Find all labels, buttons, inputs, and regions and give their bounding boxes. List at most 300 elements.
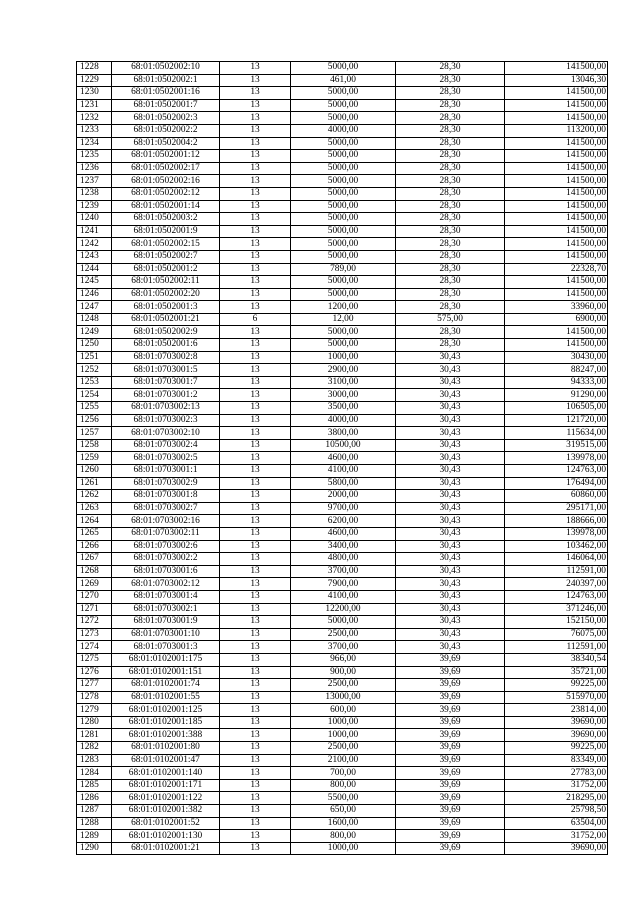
area-cell: 800,00 — [291, 779, 396, 792]
area-cell: 3100,00 — [291, 376, 396, 389]
row-number-cell: 1278 — [77, 691, 112, 704]
row-number-cell: 1270 — [77, 590, 112, 603]
row-number-cell: 1289 — [77, 830, 112, 843]
table-row — [77, 729, 608, 742]
row-number-cell: 1259 — [77, 452, 112, 465]
area-cell: 5000,00 — [291, 238, 396, 251]
row-number-cell: 1264 — [77, 515, 112, 528]
value-cell: 63504,00 — [505, 817, 608, 830]
rate-cell: 30,43 — [396, 565, 505, 578]
value-cell: 124763,00 — [505, 590, 608, 603]
rate-cell: 30,43 — [396, 641, 505, 654]
rate-cell: 39,69 — [396, 742, 505, 755]
rate-cell: 39,69 — [396, 679, 505, 692]
value-cell: 13046,30 — [505, 74, 608, 87]
value-cell: 38340,54 — [505, 653, 608, 666]
table-row — [77, 389, 608, 402]
rate-cell: 39,69 — [396, 754, 505, 767]
row-number-cell: 1258 — [77, 439, 112, 452]
area-cell: 9700,00 — [291, 502, 396, 515]
row-number-cell: 1246 — [77, 288, 112, 301]
area-cell: 5000,00 — [291, 200, 396, 213]
value-cell: 141500,00 — [505, 213, 608, 226]
category-cell: 13 — [220, 842, 291, 855]
cadastral-number-cell: 68:01:0102001:382 — [112, 805, 220, 818]
table-row — [77, 364, 608, 377]
category-cell: 13 — [220, 465, 291, 478]
value-cell: 91290,00 — [505, 389, 608, 402]
value-cell: 141500,00 — [505, 87, 608, 100]
table-row — [77, 74, 608, 87]
table-row — [77, 742, 608, 755]
area-cell: 5800,00 — [291, 477, 396, 490]
category-cell: 13 — [220, 540, 291, 553]
area-cell: 5000,00 — [291, 616, 396, 629]
row-number-cell: 1284 — [77, 767, 112, 780]
table-row — [77, 502, 608, 515]
table-row — [77, 805, 608, 818]
area-cell: 13000,00 — [291, 691, 396, 704]
category-cell: 13 — [220, 402, 291, 415]
table-row — [77, 112, 608, 125]
value-cell: 141500,00 — [505, 162, 608, 175]
rate-cell: 30,43 — [396, 490, 505, 503]
value-cell: 141500,00 — [505, 187, 608, 200]
category-cell: 13 — [220, 150, 291, 163]
category-cell: 13 — [220, 679, 291, 692]
cadastral-number-cell: 68:01:0502002:11 — [112, 276, 220, 289]
area-cell: 5000,00 — [291, 175, 396, 188]
row-number-cell: 1287 — [77, 805, 112, 818]
rate-cell: 39,69 — [396, 830, 505, 843]
cadastral-number-cell: 68:01:0102001:80 — [112, 742, 220, 755]
parcel-table-body — [77, 62, 608, 855]
area-cell: 5000,00 — [291, 225, 396, 238]
rate-cell: 30,43 — [396, 351, 505, 364]
value-cell: 176494,00 — [505, 477, 608, 490]
category-cell: 13 — [220, 603, 291, 616]
cadastral-number-cell: 68:01:0102001:21 — [112, 842, 220, 855]
cadastral-number-cell: 68:01:0703001:8 — [112, 490, 220, 503]
category-cell: 13 — [220, 389, 291, 402]
row-number-cell: 1282 — [77, 742, 112, 755]
row-number-cell: 1280 — [77, 716, 112, 729]
table-row — [77, 565, 608, 578]
cadastral-number-cell: 68:01:0703002:10 — [112, 427, 220, 440]
area-cell: 650,00 — [291, 805, 396, 818]
row-number-cell: 1283 — [77, 754, 112, 767]
rate-cell: 39,69 — [396, 779, 505, 792]
value-cell: 106505,00 — [505, 402, 608, 415]
rate-cell: 30,43 — [396, 465, 505, 478]
table-row — [77, 603, 608, 616]
value-cell: 115634,00 — [505, 427, 608, 440]
table-row — [77, 150, 608, 163]
cadastral-number-cell: 68:01:0502002:16 — [112, 175, 220, 188]
table-row — [77, 679, 608, 692]
row-number-cell: 1286 — [77, 792, 112, 805]
value-cell: 103462,00 — [505, 540, 608, 553]
area-cell: 1600,00 — [291, 817, 396, 830]
rate-cell: 30,43 — [396, 402, 505, 415]
value-cell: 30430,00 — [505, 351, 608, 364]
rate-cell: 30,43 — [396, 603, 505, 616]
rate-cell: 30,43 — [396, 477, 505, 490]
area-cell: 1000,00 — [291, 716, 396, 729]
cadastral-number-cell: 68:01:0703002:8 — [112, 351, 220, 364]
table-row — [77, 276, 608, 289]
value-cell: 35721,00 — [505, 666, 608, 679]
table-row — [77, 477, 608, 490]
category-cell: 13 — [220, 276, 291, 289]
value-cell: 39690,00 — [505, 842, 608, 855]
area-cell: 461,00 — [291, 74, 396, 87]
area-cell: 5000,00 — [291, 326, 396, 339]
area-cell: 789,00 — [291, 263, 396, 276]
value-cell: 76075,00 — [505, 628, 608, 641]
category-cell: 13 — [220, 553, 291, 566]
value-cell: 141500,00 — [505, 288, 608, 301]
cadastral-number-cell: 68:01:0703002:9 — [112, 477, 220, 490]
category-cell: 13 — [220, 691, 291, 704]
category-cell: 13 — [220, 590, 291, 603]
row-number-cell: 1277 — [77, 679, 112, 692]
area-cell: 3000,00 — [291, 389, 396, 402]
rate-cell: 28,30 — [396, 339, 505, 352]
category-cell: 13 — [220, 729, 291, 742]
table-row — [77, 187, 608, 200]
row-number-cell: 1251 — [77, 351, 112, 364]
area-cell: 10500,00 — [291, 439, 396, 452]
cadastral-number-cell: 68:01:0703001:7 — [112, 376, 220, 389]
value-cell: 113200,00 — [505, 124, 608, 137]
category-cell: 13 — [220, 439, 291, 452]
row-number-cell: 1249 — [77, 326, 112, 339]
category-cell: 13 — [220, 364, 291, 377]
table-row — [77, 653, 608, 666]
row-number-cell: 1228 — [77, 62, 112, 75]
rate-cell: 28,30 — [396, 175, 505, 188]
area-cell: 4000,00 — [291, 414, 396, 427]
table-row — [77, 376, 608, 389]
rate-cell: 28,30 — [396, 200, 505, 213]
table-row — [77, 641, 608, 654]
row-number-cell: 1262 — [77, 490, 112, 503]
area-cell: 12,00 — [291, 313, 396, 326]
category-cell: 13 — [220, 477, 291, 490]
area-cell: 800,00 — [291, 830, 396, 843]
rate-cell: 28,30 — [396, 276, 505, 289]
rate-cell: 39,69 — [396, 653, 505, 666]
value-cell: 83349,00 — [505, 754, 608, 767]
value-cell: 60860,00 — [505, 490, 608, 503]
table-row — [77, 628, 608, 641]
row-number-cell: 1253 — [77, 376, 112, 389]
table-row — [77, 326, 608, 339]
category-cell: 13 — [220, 779, 291, 792]
rate-cell: 28,30 — [396, 74, 505, 87]
cadastral-number-cell: 68:01:0502001:21 — [112, 313, 220, 326]
value-cell: 6900,00 — [505, 313, 608, 326]
cadastral-number-cell: 68:01:0102001:122 — [112, 792, 220, 805]
area-cell: 600,00 — [291, 704, 396, 717]
value-cell: 141500,00 — [505, 175, 608, 188]
category-cell: 13 — [220, 62, 291, 75]
category-cell: 13 — [220, 187, 291, 200]
value-cell: 141500,00 — [505, 225, 608, 238]
rate-cell: 39,69 — [396, 729, 505, 742]
parcel-table — [76, 61, 608, 855]
cadastral-number-cell: 68:01:0102001:185 — [112, 716, 220, 729]
value-cell: 152150,00 — [505, 616, 608, 629]
category-cell: 13 — [220, 87, 291, 100]
value-cell: 23814,00 — [505, 704, 608, 717]
table-row — [77, 527, 608, 540]
area-cell: 4000,00 — [291, 124, 396, 137]
cadastral-number-cell: 68:01:0502002:7 — [112, 250, 220, 263]
category-cell: 13 — [220, 351, 291, 364]
category-cell: 13 — [220, 175, 291, 188]
row-number-cell: 1281 — [77, 729, 112, 742]
table-row — [77, 691, 608, 704]
row-number-cell: 1288 — [77, 817, 112, 830]
row-number-cell: 1290 — [77, 842, 112, 855]
category-cell: 13 — [220, 99, 291, 112]
cadastral-number-cell: 68:01:0502002:9 — [112, 326, 220, 339]
rate-cell: 30,43 — [396, 452, 505, 465]
rate-cell: 30,43 — [396, 628, 505, 641]
row-number-cell: 1274 — [77, 641, 112, 654]
area-cell: 5000,00 — [291, 162, 396, 175]
area-cell: 5000,00 — [291, 187, 396, 200]
rate-cell: 28,30 — [396, 87, 505, 100]
cadastral-number-cell: 68:01:0102001:140 — [112, 767, 220, 780]
cadastral-number-cell: 68:01:0102001:47 — [112, 754, 220, 767]
row-number-cell: 1235 — [77, 150, 112, 163]
row-number-cell: 1229 — [77, 74, 112, 87]
category-cell: 13 — [220, 767, 291, 780]
value-cell: 139978,00 — [505, 452, 608, 465]
cadastral-number-cell: 68:01:0502002:15 — [112, 238, 220, 251]
area-cell: 5000,00 — [291, 213, 396, 226]
cadastral-number-cell: 68:01:0703001:3 — [112, 641, 220, 654]
table-row — [77, 301, 608, 314]
cadastral-number-cell: 68:01:0502002:17 — [112, 162, 220, 175]
row-number-cell: 1250 — [77, 339, 112, 352]
category-cell: 13 — [220, 112, 291, 125]
cadastral-number-cell: 68:01:0102001:130 — [112, 830, 220, 843]
rate-cell: 30,43 — [396, 553, 505, 566]
row-number-cell: 1257 — [77, 427, 112, 440]
table-row — [77, 590, 608, 603]
rate-cell: 28,30 — [396, 137, 505, 150]
row-number-cell: 1254 — [77, 389, 112, 402]
category-cell: 13 — [220, 502, 291, 515]
value-cell: 139978,00 — [505, 527, 608, 540]
cadastral-number-cell: 68:01:0502002:10 — [112, 62, 220, 75]
category-cell: 13 — [220, 301, 291, 314]
rate-cell: 30,43 — [396, 376, 505, 389]
area-cell: 900,00 — [291, 666, 396, 679]
document-page — [76, 61, 608, 855]
value-cell: 39690,00 — [505, 729, 608, 742]
table-row — [77, 339, 608, 352]
row-number-cell: 1273 — [77, 628, 112, 641]
rate-cell: 30,43 — [396, 427, 505, 440]
area-cell: 2100,00 — [291, 754, 396, 767]
row-number-cell: 1239 — [77, 200, 112, 213]
area-cell: 7900,00 — [291, 578, 396, 591]
table-row — [77, 200, 608, 213]
area-cell: 4100,00 — [291, 590, 396, 603]
rate-cell: 30,43 — [396, 540, 505, 553]
table-row — [77, 767, 608, 780]
category-cell: 13 — [220, 263, 291, 276]
cadastral-number-cell: 68:01:0703002:7 — [112, 502, 220, 515]
area-cell: 1000,00 — [291, 729, 396, 742]
rate-cell: 39,69 — [396, 704, 505, 717]
row-number-cell: 1248 — [77, 313, 112, 326]
rate-cell: 30,43 — [396, 364, 505, 377]
rate-cell: 28,30 — [396, 124, 505, 137]
value-cell: 141500,00 — [505, 150, 608, 163]
category-cell: 13 — [220, 616, 291, 629]
table-row — [77, 817, 608, 830]
row-number-cell: 1265 — [77, 527, 112, 540]
table-row — [77, 515, 608, 528]
area-cell: 966,00 — [291, 653, 396, 666]
rate-cell: 39,69 — [396, 792, 505, 805]
area-cell: 5000,00 — [291, 276, 396, 289]
rate-cell: 28,30 — [396, 187, 505, 200]
cadastral-number-cell: 68:01:0502002:1 — [112, 74, 220, 87]
area-cell: 5000,00 — [291, 87, 396, 100]
category-cell: 13 — [220, 162, 291, 175]
rate-cell: 39,69 — [396, 817, 505, 830]
rate-cell: 39,69 — [396, 716, 505, 729]
row-number-cell: 1245 — [77, 276, 112, 289]
cadastral-number-cell: 68:01:0502004:2 — [112, 137, 220, 150]
category-cell: 13 — [220, 427, 291, 440]
rate-cell: 30,43 — [396, 616, 505, 629]
value-cell: 141500,00 — [505, 339, 608, 352]
cadastral-number-cell: 68:01:0502001:16 — [112, 87, 220, 100]
cadastral-number-cell: 68:01:0703001:2 — [112, 389, 220, 402]
area-cell: 5000,00 — [291, 150, 396, 163]
rate-cell: 28,30 — [396, 301, 505, 314]
value-cell: 141500,00 — [505, 200, 608, 213]
rate-cell: 28,30 — [396, 250, 505, 263]
category-cell: 13 — [220, 238, 291, 251]
area-cell: 5000,00 — [291, 112, 396, 125]
cadastral-number-cell: 68:01:0703001:6 — [112, 565, 220, 578]
value-cell: 146064,00 — [505, 553, 608, 566]
category-cell: 13 — [220, 225, 291, 238]
row-number-cell: 1255 — [77, 402, 112, 415]
value-cell: 141500,00 — [505, 326, 608, 339]
value-cell: 141500,00 — [505, 276, 608, 289]
value-cell: 319515,00 — [505, 439, 608, 452]
cadastral-number-cell: 68:01:0102001:171 — [112, 779, 220, 792]
table-row — [77, 842, 608, 855]
table-row — [77, 465, 608, 478]
rate-cell: 39,69 — [396, 842, 505, 855]
table-row — [77, 137, 608, 150]
category-cell: 13 — [220, 578, 291, 591]
value-cell: 141500,00 — [505, 250, 608, 263]
rate-cell: 30,43 — [396, 515, 505, 528]
area-cell: 5000,00 — [291, 339, 396, 352]
category-cell: 13 — [220, 628, 291, 641]
table-row — [77, 402, 608, 415]
row-number-cell: 1243 — [77, 250, 112, 263]
cadastral-number-cell: 68:01:0703001:10 — [112, 628, 220, 641]
rate-cell: 28,30 — [396, 112, 505, 125]
table-row — [77, 250, 608, 263]
cadastral-number-cell: 68:01:0502001:3 — [112, 301, 220, 314]
cadastral-number-cell: 68:01:0502001:12 — [112, 150, 220, 163]
category-cell: 13 — [220, 565, 291, 578]
table-row — [77, 225, 608, 238]
cadastral-number-cell: 68:01:0502002:3 — [112, 112, 220, 125]
rate-cell: 575,00 — [396, 313, 505, 326]
rate-cell: 30,43 — [396, 590, 505, 603]
table-row — [77, 288, 608, 301]
cadastral-number-cell: 68:01:0703002:6 — [112, 540, 220, 553]
category-cell: 13 — [220, 515, 291, 528]
table-row — [77, 263, 608, 276]
value-cell: 124763,00 — [505, 465, 608, 478]
category-cell: 13 — [220, 653, 291, 666]
area-cell: 2000,00 — [291, 490, 396, 503]
table-row — [77, 213, 608, 226]
table-row — [77, 124, 608, 137]
area-cell: 2900,00 — [291, 364, 396, 377]
cadastral-number-cell: 68:01:0703001:5 — [112, 364, 220, 377]
table-row — [77, 716, 608, 729]
row-number-cell: 1238 — [77, 187, 112, 200]
cadastral-number-cell: 68:01:0703001:4 — [112, 590, 220, 603]
table-row — [77, 553, 608, 566]
category-cell: 13 — [220, 250, 291, 263]
rate-cell: 39,69 — [396, 666, 505, 679]
table-row — [77, 540, 608, 553]
area-cell: 12200,00 — [291, 603, 396, 616]
row-number-cell: 1231 — [77, 99, 112, 112]
area-cell: 3700,00 — [291, 565, 396, 578]
table-row — [77, 238, 608, 251]
area-cell: 4800,00 — [291, 553, 396, 566]
rate-cell: 30,43 — [396, 439, 505, 452]
value-cell: 112591,00 — [505, 565, 608, 578]
cadastral-number-cell: 68:01:0703002:13 — [112, 402, 220, 415]
cadastral-number-cell: 68:01:0703002:5 — [112, 452, 220, 465]
value-cell: 218295,00 — [505, 792, 608, 805]
row-number-cell: 1233 — [77, 124, 112, 137]
rate-cell: 28,30 — [396, 238, 505, 251]
table-row — [77, 62, 608, 75]
area-cell: 6200,00 — [291, 515, 396, 528]
table-row — [77, 666, 608, 679]
row-number-cell: 1232 — [77, 112, 112, 125]
area-cell: 1000,00 — [291, 842, 396, 855]
rate-cell: 28,30 — [396, 62, 505, 75]
category-cell: 13 — [220, 716, 291, 729]
table-row — [77, 830, 608, 843]
category-cell: 13 — [220, 74, 291, 87]
value-cell: 33960,00 — [505, 301, 608, 314]
category-cell: 13 — [220, 792, 291, 805]
